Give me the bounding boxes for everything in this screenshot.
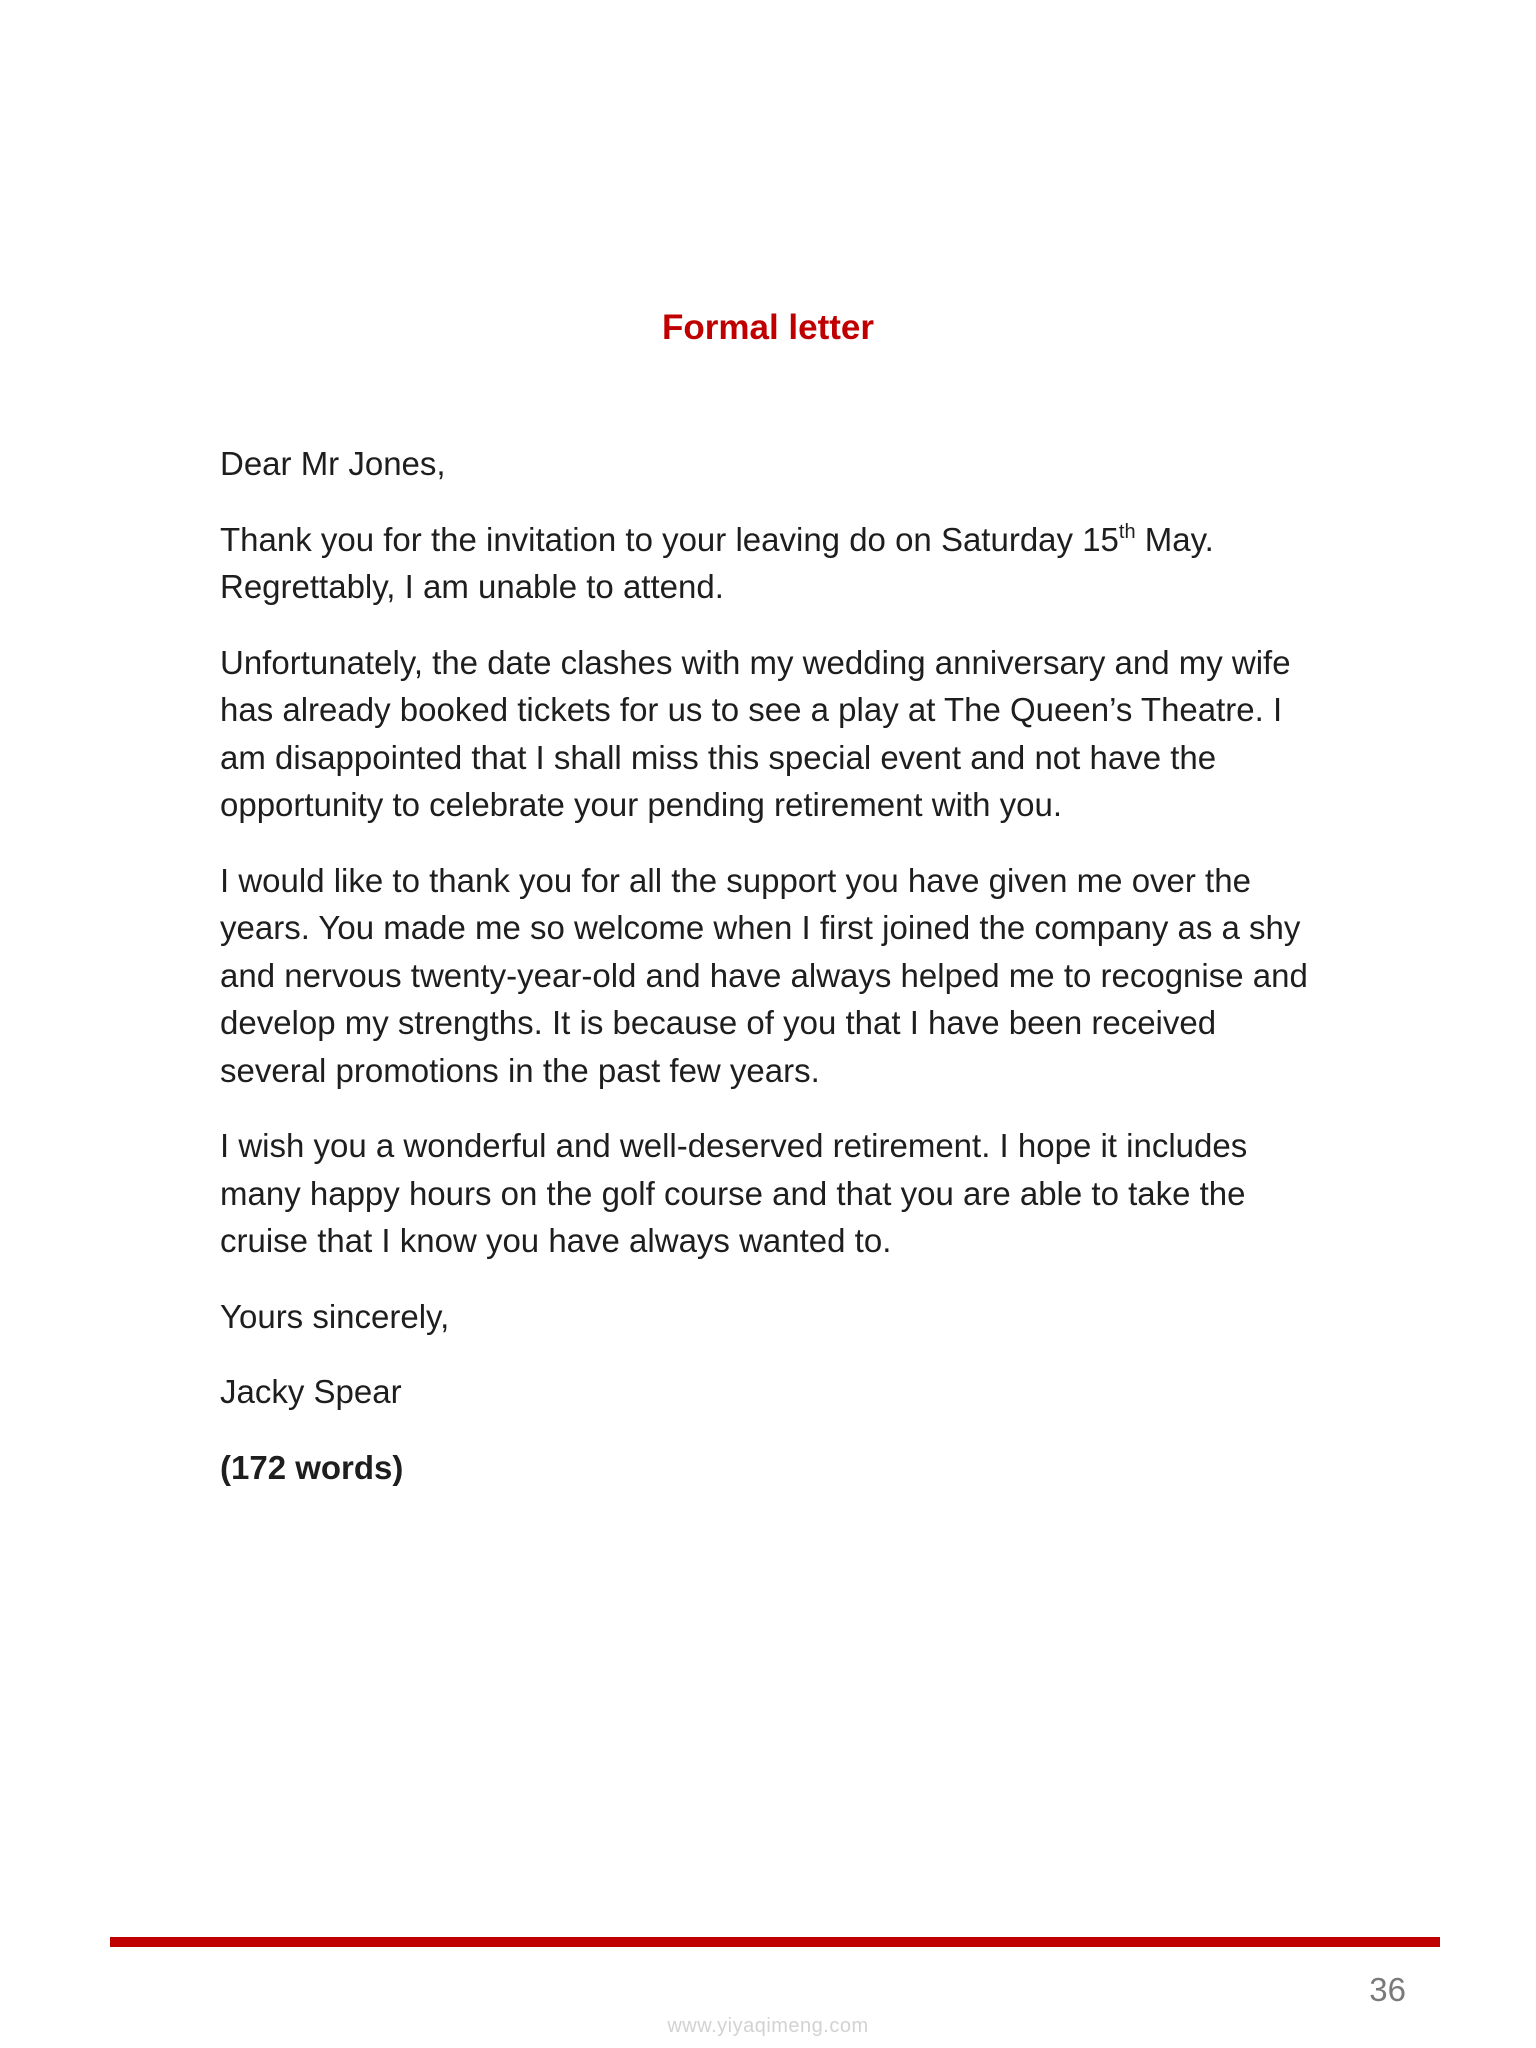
paragraph-wishes: I wish you a wonderful and well-deserved retirement. I hope it includes many happy hours on the golf course and that you are able to take the cruise that I know you have always wanted to. — [220, 1127, 1248, 1259]
closing: Yours sincerely, — [220, 1297, 450, 1335]
footer-divider — [110, 1937, 1440, 1947]
word-count: (172 words) — [220, 1448, 404, 1486]
page-number: 36 — [1369, 1971, 1406, 2008]
letter-body — [220, 440, 1330, 1519]
paragraph-thanks: I would like to thank you for all the support you have given me over the years. You made me so welcome when I first joined the company as a shy and nervous twenty-year-old and have always helped me to recognise and develop my strengths. It is because of you that I have been received several promotions in the past few years. — [220, 861, 1308, 1089]
paragraph-invitation-text-before: Thank you for the invitation to your leaving do on Saturday 15 — [220, 520, 1119, 558]
salutation: Dear Mr Jones, — [220, 445, 446, 482]
page-title: Formal letter — [662, 308, 874, 347]
date-ordinal-suffix: th — [1118, 520, 1136, 543]
paragraph-invitation-text-after: May. Regrettably, I am unable to attend. — [220, 520, 1214, 605]
paragraph-invitation — [220, 516, 1330, 611]
paragraph-apology: Unfortunately, the date clashes with my wedding anniversary and my wife has already booked tickets for us to see a play at The Queen’s Theatre. I am disappointed that I shall miss this special event and not have the opportunity to celebrate your pending retirement with you. — [220, 643, 1291, 823]
watermark: www.yiyaqimeng.com — [667, 2015, 869, 2037]
signature: Jacky Spear — [220, 1373, 402, 1410]
